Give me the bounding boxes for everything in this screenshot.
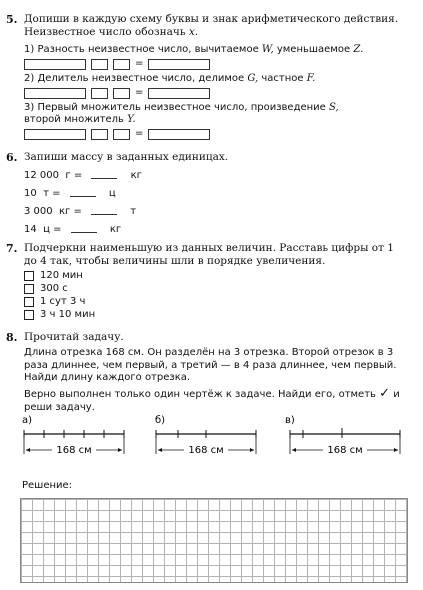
svg-text:а): а) [22, 415, 33, 426]
task-5 [6, 13, 414, 139]
equals-sign: = [135, 87, 144, 98]
item-3-text-2: второй множитель Y. [24, 114, 136, 125]
option-item: 300 с [24, 283, 68, 295]
solution-label: Решение: [22, 480, 73, 491]
number-box[interactable] [24, 310, 34, 320]
checkmark-icon: ✓ [379, 386, 391, 401]
answer-blank[interactable] [70, 187, 96, 197]
answer-blank[interactable] [91, 169, 117, 179]
answer-box[interactable] [113, 88, 130, 99]
answer-box[interactable] [148, 129, 210, 140]
diagram-a[interactable] [22, 415, 124, 456]
task-6 [6, 151, 414, 235]
scheme-1 [24, 58, 210, 70]
diagram-b[interactable] [155, 415, 256, 456]
answer-box[interactable] [24, 59, 86, 70]
svg-text:б): б) [155, 415, 166, 426]
answer-box[interactable] [148, 59, 210, 70]
task-7 [6, 242, 414, 322]
item-2-text: 2) Делитель неизвестное число, делимое G, частное F. [24, 73, 316, 84]
number-box[interactable] [24, 297, 34, 307]
instruction-text: Верно выполнен только один чертёж к задаче. Найди его, отметь ✓ и реши задачу. [24, 386, 400, 413]
item-3-text: 3) Первый множитель неизвестное число, произведение S, [24, 102, 339, 113]
answer-box[interactable] [113, 129, 130, 140]
svg-text:168 см: 168 см [188, 445, 224, 456]
equals-sign: = [135, 128, 144, 139]
answer-box[interactable] [24, 129, 86, 140]
mass-row: 12 000 г = кг [24, 170, 142, 181]
scheme-3 [24, 128, 210, 140]
equals-sign: = [135, 58, 144, 69]
task-number: 8. [6, 331, 18, 344]
task-number: 6. [6, 151, 18, 164]
answer-box[interactable] [148, 88, 210, 99]
answer-box[interactable] [91, 129, 108, 140]
option-item: 120 мин [24, 270, 83, 282]
answer-box[interactable] [91, 88, 108, 99]
answer-box[interactable] [113, 59, 130, 70]
task-title: Запиши массу в заданных единицах. [24, 151, 229, 163]
segment-diagrams [0, 410, 423, 470]
answer-box[interactable] [24, 88, 86, 99]
number-box[interactable] [24, 271, 34, 281]
mass-row: 14 ц = кг [24, 224, 122, 235]
number-box[interactable] [24, 284, 34, 294]
mass-row: 3 000 кг = т [24, 206, 137, 217]
task-number: 5. [6, 13, 18, 26]
solution-grid[interactable] [20, 498, 408, 583]
task-number: 7. [6, 242, 18, 255]
scheme-2 [24, 87, 210, 99]
task-title: Подчеркни наименьшую из данных величин. Расставь цифры от 1 до 4 так, чтобы величины шли в порядке увеличения. [24, 242, 394, 267]
svg-text:168 см: 168 см [327, 445, 363, 456]
answer-blank[interactable] [71, 223, 97, 233]
svg-text:в): в) [285, 415, 295, 426]
problem-text: Длина отрезка 168 см. Он разделён на 3 отрезка. Второй отрезок в 3 раза длиннее, чем первый, а третий — в 4 раза длиннее, чем первый. Найди длину каждого отрезка. [24, 347, 397, 383]
task-title: Допиши в каждую схему буквы и знак арифметического действия. Неизвестное число обозначь x. [24, 13, 399, 38]
option-item: 3 ч 10 мин [24, 309, 95, 321]
answer-box[interactable] [91, 59, 108, 70]
item-1-text: 1) Разность неизвестное число, вычитаемое W, уменьшаемое Z. [24, 44, 364, 55]
diagram-c[interactable] [285, 415, 400, 456]
option-item: 1 сут 3 ч [24, 296, 85, 308]
answer-blank[interactable] [91, 205, 117, 215]
task-title: Прочитай задачу. [24, 331, 124, 343]
svg-text:168 см: 168 см [56, 445, 92, 456]
mass-row: 10 т = ц [24, 188, 116, 199]
